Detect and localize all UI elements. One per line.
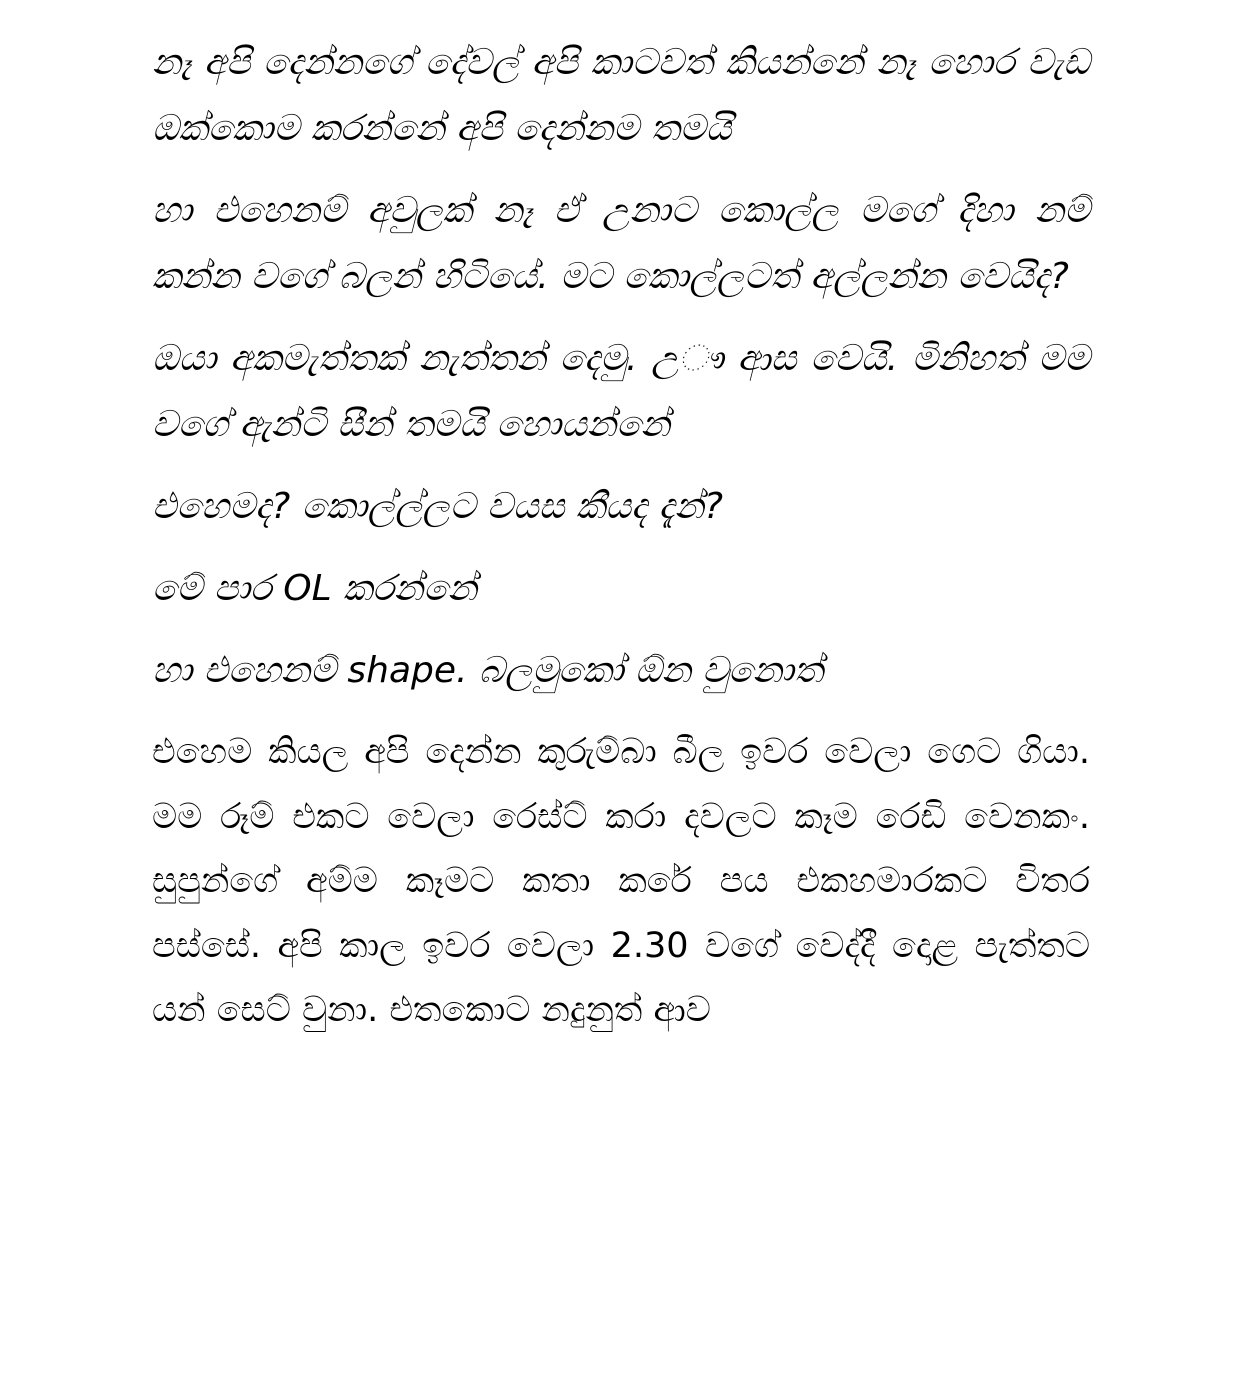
dialogue-paragraph: ඔයා අකමැත්තක් නැත්තන් දෙමු. උෟ ආස වෙයි. මිනිහත් මම වගේ ඇන්ටි සීන් තමයි හොයන්නේ (152, 338, 1090, 445)
dialogue-paragraph: එහෙමද? කොල්ල්ලට වයස කීයද දැන්? (152, 486, 723, 527)
narrative-paragraph: එහෙම කියල අපි දෙන්න කුරුම්බා බීල ඉවර වෙලා ගෙට ගියා. මම රූම් එකට වෙලා රෙස්ට් කරා දවලට කෑම රෙඩි වෙනකං. සුපුන්ගේ අම්ම කෑමට කතා කරේ පය එකහමාරකට විතර පස්සේ. අපි කාල ඉවර වෙලා 2.30 වගේ වෙද්දී දොළ පැත්තට යන් සෙට් වුනා. එතකොට නදුනුත් ආව (152, 732, 1090, 1030)
dialogue-paragraph: හා එහෙනම් අවුලක් නෑ ඒ උනාට කොල්ල මගේ දිහා නම් කන්න වගේ බලන් හිටියේ. මට කොල්ලටත් අල්ලන්න වෙයිද? (152, 190, 1090, 297)
dialogue-paragraph: හා එහෙනම් shape. බලමුකෝ ඕන වුනොත් (152, 650, 824, 691)
document-page (152, 30, 1090, 1043)
dialogue-paragraph: මේ පාර OL කරන්නේ (152, 568, 478, 609)
dialogue-paragraph: නෑ අපි දෙන්නගේ දේවල් අපි කාටවත් කියන්නේ නෑ හොර වැඩ ඔක්කොම කරන්නේ අපි දෙන්නම තමයි (152, 42, 1090, 149)
